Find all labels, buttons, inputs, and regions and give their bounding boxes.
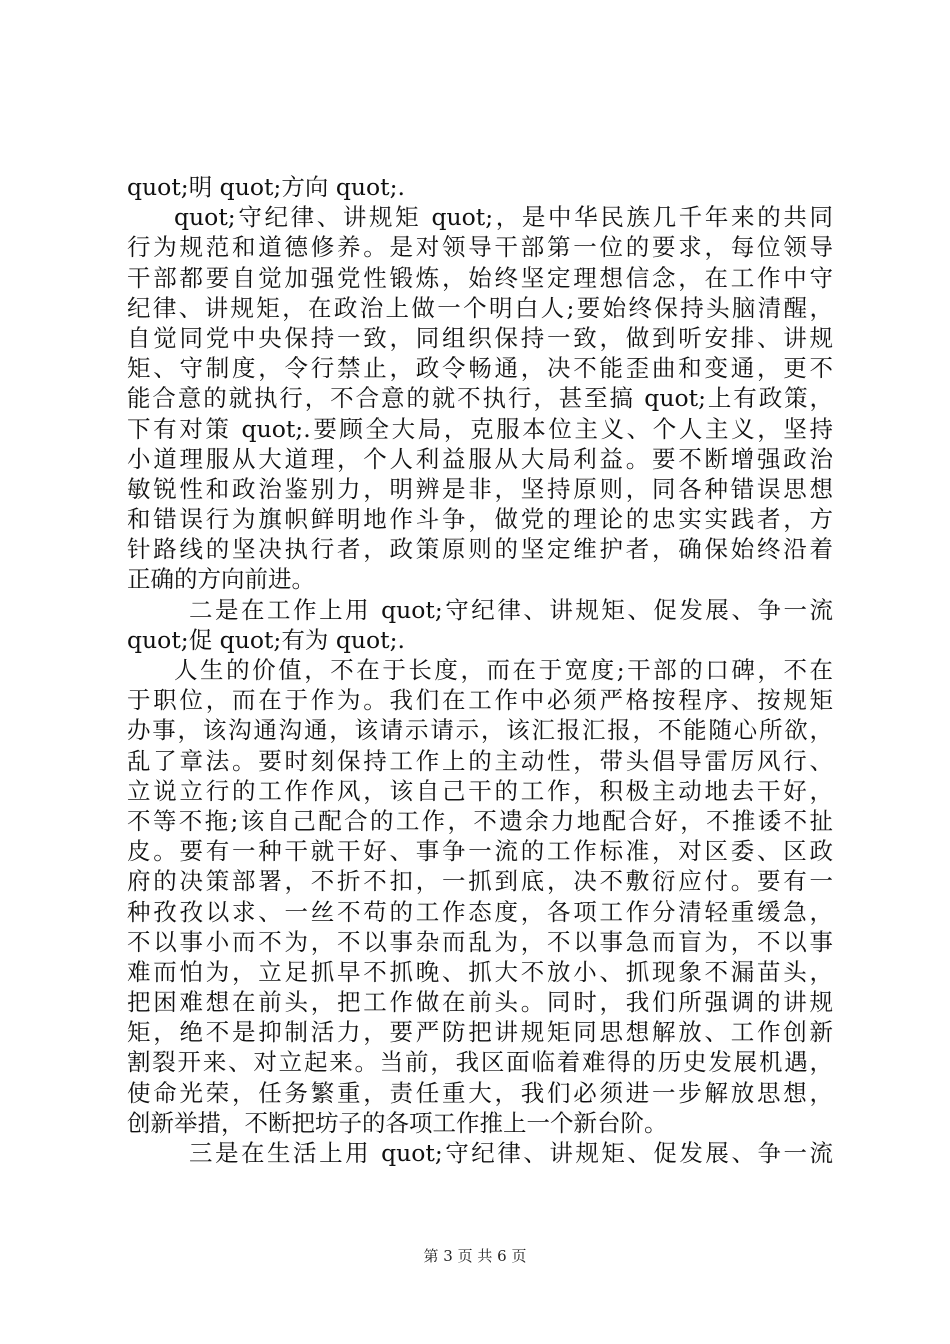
text-line: 纪律、讲规矩，在政治上做一个明白人;要始终保持头脑清醒，	[127, 293, 833, 322]
text-line: quot;促 quot;有为 quot;.	[127, 625, 405, 654]
document-body	[127, 172, 833, 1168]
text-line: 创新举措，不断把坊子的各项工作推上一个新台阶。	[127, 1108, 668, 1137]
text-line: 不等不拖;该自己配合的工作，不遗余力地配合好，不推诿不扯	[127, 806, 833, 835]
text-line: quot;守纪律、讲规矩 quot;，是中华民族几千年来的共同	[174, 203, 833, 232]
text-line: 小道理服从大道理，个人利益服从大局利益。要不断增强政治	[127, 444, 833, 473]
text-line: 行为规范和道德修养。是对领导干部第一位的要求，每位领导	[127, 233, 833, 262]
text-line: 干部都要自觉加强党性锻炼，始终坚定理想信念，在工作中守	[127, 263, 833, 292]
text-line: 把困难想在前头，把工作做在前头。同时，我们所强调的讲规	[127, 988, 833, 1017]
text-line: 和错误行为旗帜鲜明地作斗争，做党的理论的忠实实践者，方	[127, 505, 833, 534]
text-line: 割裂开来、对立起来。当前，我区面临着难得的历史发展机遇，	[127, 1048, 833, 1077]
text-line: 下有对策 quot;.要顾全大局，克服本位主义、个人主义，坚持	[127, 414, 833, 443]
text-line: 二是在工作上用 quot;守纪律、讲规矩、促发展、争一流	[189, 595, 833, 624]
text-line: 于职位，而在于作为。我们在工作中必须严格按程序、按规矩	[127, 686, 833, 715]
text-line: 正确的方向前进。	[127, 565, 315, 594]
text-line: 皮。要有一种干就干好、事争一流的工作标准，对区委、区政	[127, 837, 833, 866]
text-line: 使命光荣，任务繁重，责任重大，我们必须进一步解放思想，	[127, 1078, 833, 1107]
text-line: 立说立行的工作作风，该自己干的工作，积极主动地去干好，	[127, 776, 833, 805]
text-line: 难而怕为，立足抓早不抓晚、抓大不放小、抓现象不漏苗头，	[127, 957, 833, 986]
text-line: 府的决策部署，不折不扣，一抓到底，决不敷衍应付。要有一	[127, 867, 833, 896]
text-line: quot;明 quot;方向 quot;.	[127, 173, 405, 201]
text-line: 不以事小而不为，不以事杂而乱为，不以事急而盲为，不以事	[127, 927, 833, 956]
text-line: 针路线的坚决执行者，政策原则的坚定维护者，确保始终沿着	[127, 535, 833, 564]
text-line: 敏锐性和政治鉴别力，明辨是非，坚持原则，同各种错误思想	[127, 474, 833, 503]
text-line: 三是在生活上用 quot;守纪律、讲规矩、促发展、争一流	[189, 1139, 833, 1167]
page-number-footer: 第 3 页 共 6 页	[423, 1247, 527, 1265]
text-line: 能合意的就执行，不合意的就不执行，甚至搞 quot;上有政策，	[127, 384, 833, 413]
text-line: 办事，该沟通沟通，该请示请示，该汇报汇报，不能随心所欲，	[127, 716, 833, 745]
text-line: 人生的价值，不在于长度，而在于宽度;干部的口碑，不在	[174, 656, 833, 684]
text-line: 种孜孜以求、一丝不苟的工作态度，各项工作分清轻重缓急，	[127, 897, 833, 926]
text-line: 矩、守制度，令行禁止，政令畅通，决不能歪曲和变通，更不	[127, 354, 833, 383]
text-line: 矩，绝不是抑制活力，要严防把讲规矩同思想解放、工作创新	[127, 1018, 833, 1047]
text-line: 自觉同党中央保持一致，同组织保持一致，做到听安排、讲规	[127, 323, 833, 352]
text-line: 乱了章法。要时刻保持工作上的主动性，带头倡导雷厉风行、	[127, 746, 833, 775]
